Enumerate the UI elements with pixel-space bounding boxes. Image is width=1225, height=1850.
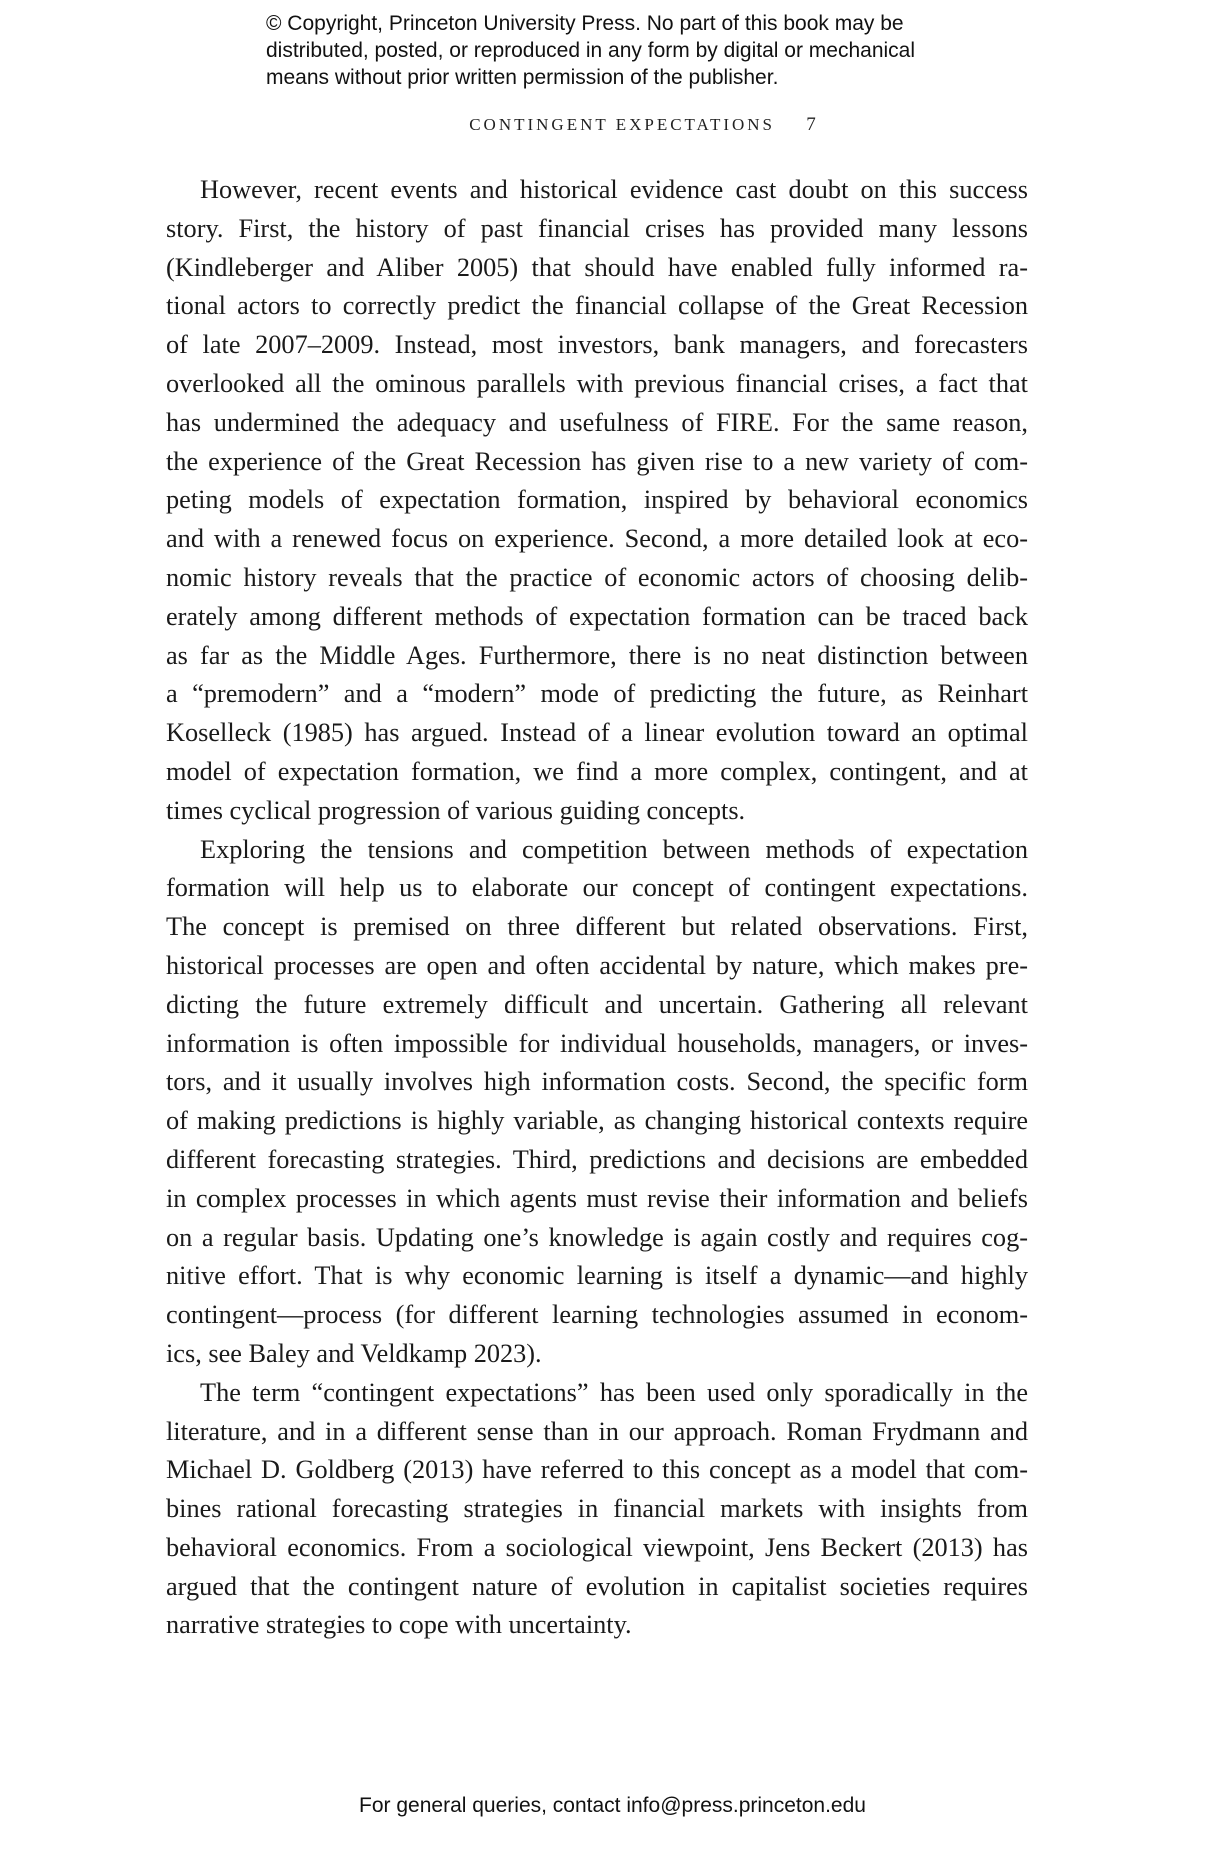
paragraph	[166, 171, 1028, 831]
copyright-line: © Copyright, Princeton University Press. No part of this book may be	[266, 12, 904, 35]
text-line: behavioral economics. From a sociological viewpoint, Jens Beckert (2013) has	[166, 1532, 1028, 1562]
text-line: argued that the contingent nature of evolution in capitalist societies requires	[166, 1571, 1028, 1601]
text-line: tional actors to correctly predict the financial collapse of the Great Recession	[166, 291, 1028, 321]
text-line: erately among different methods of expectation formation can be traced back	[166, 601, 1028, 631]
text-line: tors, and it usually involves high information costs. Second, the specific form	[166, 1067, 1028, 1097]
running-head-title: CONTINGENT EXPECTATIONS	[469, 115, 776, 134]
text-line: of making predictions is highly variable, as changing historical contexts require	[166, 1106, 1028, 1136]
text-line: overlooked all the ominous parallels with previous financial crises, a fact that	[166, 368, 1028, 398]
text-line: ics, see Baley and Veldkamp 2023).	[166, 1338, 542, 1368]
text-line: peting models of expectation formation, inspired by behavioral economics	[166, 485, 1028, 515]
text-line: The term “contingent expectations” has been used only sporadically in the	[200, 1377, 1028, 1407]
text-line: of late 2007–2009. Instead, most investors, bank managers, and forecasters	[166, 330, 1028, 360]
text-line: (Kindleberger and Aliber 2005) that should have enabled fully informed ra-	[166, 252, 1028, 282]
text-line: dicting the future extremely difficult and uncertain. Gathering all relevant	[166, 989, 1028, 1019]
copyright-notice	[266, 10, 1026, 91]
text-line: on a regular basis. Updating one’s knowledge is again costly and requires cog-	[166, 1222, 1028, 1252]
text-line: historical processes are open and often accidental by nature, which makes pre-	[166, 950, 1028, 980]
text-line: nitive effort. That is why economic learning is itself a dynamic—and highly	[166, 1261, 1028, 1291]
text-line: literature, and in a different sense than in our approach. Roman Frydmann and	[166, 1416, 1028, 1446]
text-line: different forecasting strategies. Third, predictions and decisions are embedded	[166, 1144, 1028, 1174]
text-line: a “premodern” and a “modern” mode of predicting the future, as Reinhart	[166, 679, 1028, 709]
text-line: and with a renewed focus on experience. Second, a more detailed look at eco-	[166, 524, 1028, 554]
text-line: However, recent events and historical evidence cast doubt on this success	[200, 175, 1028, 204]
text-line: has undermined the adequacy and usefulness of FIRE. For the same reason,	[166, 407, 1028, 437]
body-text	[166, 171, 1028, 1645]
text-line: as far as the Middle Ages. Furthermore, there is no neat distinction between	[166, 640, 1028, 670]
text-line: story. First, the history of past financial crises has provided many lessons	[166, 213, 1028, 243]
text-line: The concept is premised on three different but related observations. First,	[166, 912, 1028, 942]
text-line: bines rational forecasting strategies in financial markets with insights from	[166, 1494, 1028, 1524]
text-line: nomic history reveals that the practice of economic actors of choosing delib-	[166, 562, 1028, 592]
footer-contact: For general queries, contact info@press.princeton.edu	[359, 1794, 866, 1817]
text-line: Exploring the tensions and competition between methods of expectation	[200, 834, 1028, 864]
copyright-line: distributed, posted, or reproduced in any form by digital or mechanical	[266, 39, 916, 62]
running-head	[0, 114, 1225, 136]
text-line: contingent—process (for different learning technologies assumed in econom-	[166, 1300, 1028, 1330]
text-line: in complex processes in which agents must revise their information and beliefs	[166, 1183, 1028, 1213]
text-line: model of expectation formation, we find a more complex, contingent, and at	[166, 756, 1028, 786]
text-line: narrative strategies to cope with uncertainty.	[166, 1610, 632, 1640]
text-line: information is often impossible for individual households, managers, or inves-	[166, 1028, 1028, 1058]
text-line: times cyclical progression of various guiding concepts.	[166, 795, 746, 825]
text-line: formation will help us to elaborate our concept of contingent expectations.	[166, 873, 1028, 903]
text-line: Michael D. Goldberg (2013) have referred to this concept as a model that com-	[166, 1455, 1028, 1485]
paragraph	[166, 1374, 1028, 1646]
page-number: 7	[806, 114, 816, 135]
text-line: the experience of the Great Recession has given rise to a new variety of com-	[166, 446, 1028, 476]
paragraph	[166, 831, 1028, 1374]
text-line: Koselleck (1985) has argued. Instead of a linear evolution toward an optimal	[166, 718, 1028, 748]
copyright-line: means without prior written permission of the publisher.	[266, 66, 779, 89]
